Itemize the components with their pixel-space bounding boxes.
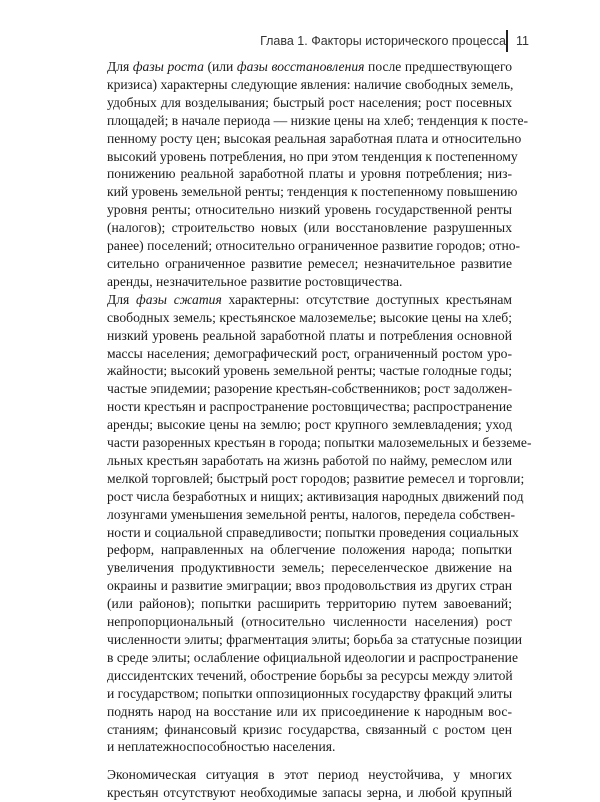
running-head-divider [506, 30, 508, 52]
text-run: понижению реальной заработной платы и уровня потребления; низ- [107, 166, 512, 182]
text-run: и неплатежноспособностью населения. [107, 739, 336, 755]
text-line [87, 94, 512, 112]
text-line [87, 130, 522, 148]
text-line [87, 631, 523, 649]
text-run: реформ, направленных на облегчение положения народа; попытки [107, 542, 512, 558]
text-line [87, 488, 524, 506]
text-run: непропорциональный (относительно численности населения) рост [107, 614, 512, 630]
paragraph [87, 291, 532, 757]
text-line [87, 345, 512, 363]
text-run: поднять народ на восстание или их присоединение к народным вос- [107, 703, 512, 719]
text-line [87, 470, 525, 488]
text-line [87, 165, 512, 183]
text-run: после предшествующего [364, 59, 512, 74]
text-line [87, 613, 512, 631]
text-run: площадей; в начале периода — низкие цены на хлеб; тенденция к посте- [107, 112, 529, 128]
text-run: рост числа безработных и нищих; активизация народных движений под [107, 488, 524, 504]
text-run: кризиса) характерны следующие явления: наличие свободных земель, [107, 76, 514, 92]
text-run: низкий уровень реальной заработной платы и потребления основной [107, 327, 512, 343]
page-number: 11 [516, 34, 529, 48]
text-line [87, 398, 512, 416]
text-line [87, 237, 521, 255]
text-line [87, 738, 512, 756]
text-line [87, 703, 512, 721]
text-run: (налогов); строительство новых (или восстановление разрушенных [107, 220, 512, 236]
italic-term: фазы сжатия [136, 291, 222, 307]
text-line [87, 577, 512, 595]
text-run: в среде элиты; ослабление официальной идеологии и распространение [107, 649, 518, 665]
text-run: удобных для возделывания; быстрый рост населения; рост посевных [107, 94, 512, 110]
text-run: жайности; высокий уровень земельной ренты; частые голодные годы; [107, 363, 512, 379]
text-line [87, 649, 518, 667]
text-line [87, 721, 512, 739]
italic-term: фазы восстановления [236, 59, 365, 74]
text-line [87, 524, 519, 542]
text-line [87, 784, 512, 802]
text-run: части разоренных крестьян в города; попытки малоземельных и безземе- [107, 435, 532, 451]
paragraph [87, 766, 512, 802]
text-run: мелкой торговлей; быстрый рост городов; развитие ремесел и торговли; [107, 470, 525, 486]
text-line [87, 380, 512, 398]
text-line [87, 183, 518, 201]
text-run: льных крестьян заработать на жизнь работой по найму, ремеслом или [107, 452, 512, 468]
text-line [87, 255, 512, 273]
text-line [87, 766, 512, 784]
text-run: Для [107, 59, 133, 74]
text-line [87, 219, 512, 237]
text-run: диссидентских течений, обострение борьбы за ресурсы между элитой [107, 667, 513, 683]
text-run: сительно ограниченное развитие ремесел; незначительное развитие [107, 255, 512, 271]
text-line [87, 667, 512, 685]
text-line [87, 685, 512, 703]
text-line [87, 291, 512, 309]
text-line [87, 506, 516, 524]
text-run: и государством; попытки оппозиционных государству фракций элиты [107, 685, 513, 701]
italic-term: фазы роста [132, 59, 204, 74]
text-line [87, 112, 529, 130]
text-line [87, 434, 532, 452]
text-run: Для [107, 291, 137, 307]
text-run: (или [203, 59, 237, 74]
text-run: (или районов); попытки расширить территорию путем завоеваний; [107, 596, 512, 612]
text-line [87, 201, 512, 219]
paragraph [87, 58, 529, 291]
text-line [87, 452, 512, 470]
text-line [87, 362, 512, 380]
text-line [87, 327, 512, 345]
text-run: крестьян отсутствуют необходимые запасы зерна, и любой крупный [107, 785, 512, 801]
text-run: массы населения; демографический рост, ограниченный ростом уро- [107, 345, 512, 361]
text-run: кий уровень земельной ренты; тенденция к постепенному повышению [107, 184, 518, 200]
running-head-title: Глава 1. Факторы исторического процесса [260, 34, 506, 48]
text-run: численности элиты; фрагментация элиты; борьба за статусные позиции [107, 632, 523, 647]
text-run: ности крестьян и распространение ростовщичества; распространение [107, 399, 513, 415]
text-run: свободных земель; крестьянское малоземелье; высокие цены на хлеб; [107, 309, 512, 325]
text-run: аренды; высокие цены на землю; рост крупного землевладения; уход [107, 417, 512, 433]
text-run: пенному росту цен; высокая реальная заработная плата и относительно [107, 130, 522, 146]
text-run: окраины и развитие эмиграции; ввоз продовольствия из других стран [107, 578, 512, 594]
text-line [87, 541, 512, 559]
text-run: станиям; финансовый кризис государства, связанный с ростом цен [107, 721, 512, 737]
text-line [87, 273, 512, 291]
text-run: высокий уровень потребления, но при этом тенденция к постепенному [107, 148, 518, 164]
text-run: частые эпидемии; разорение крестьян-собственников; рост задолжен- [107, 381, 513, 397]
text-run: ранее) поселений; относительно ограниченное развитие городов; отно- [107, 238, 521, 254]
text-run: уровня ренты; относительно низкий уровень государственной ренты [107, 202, 512, 218]
text-run: увеличения продуктивности земель; переселенческое движение на [107, 560, 512, 576]
text-run: лозунгами уменьшения земельной ренты, налогов, передела собствен- [107, 506, 516, 522]
text-line [87, 148, 518, 166]
text-line [87, 595, 512, 613]
body-text [87, 58, 532, 802]
text-run: аренды, незначительное развитие ростовщичества. [107, 273, 403, 289]
text-run: ности и социальной справедливости; попытки проведения социальных [107, 524, 519, 540]
text-line [87, 309, 512, 327]
text-run: характерны: отсутствие доступных крестьянам [221, 291, 513, 307]
text-line [87, 416, 512, 434]
text-run: Экономическая ситуация в этот период неустойчива, у многих [107, 767, 512, 783]
text-line [87, 559, 512, 577]
text-line [87, 58, 512, 76]
text-line [87, 76, 512, 94]
